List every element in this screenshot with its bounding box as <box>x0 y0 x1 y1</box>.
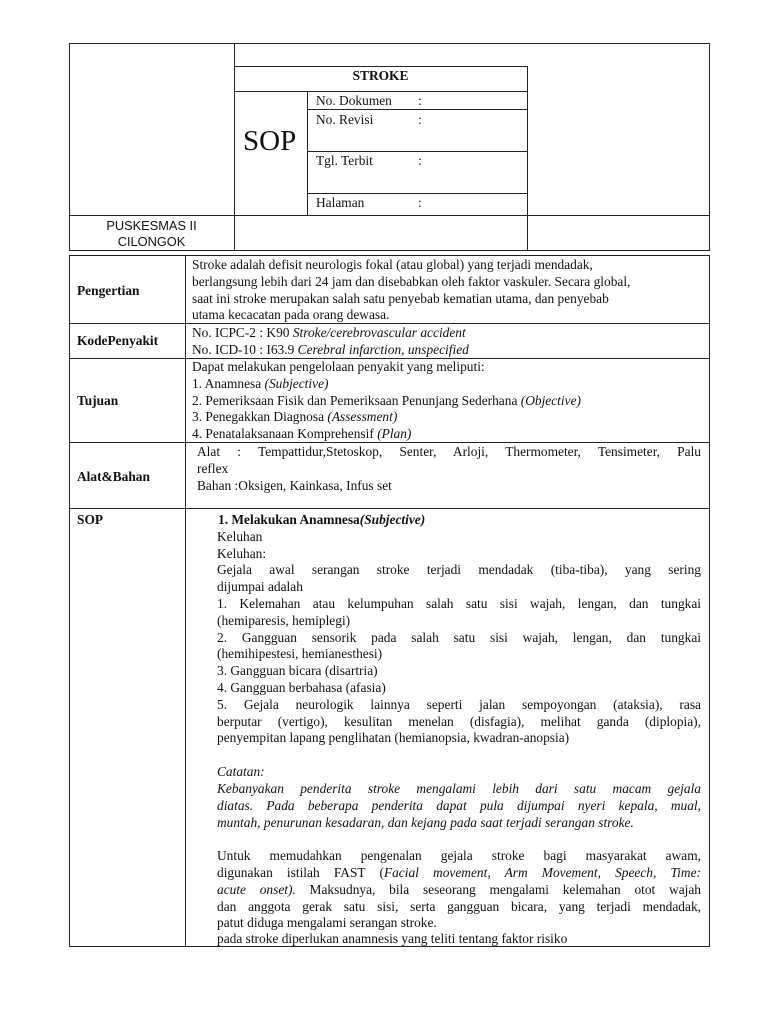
fast-text-line: patut diduga mengalami serangan stroke. <box>217 915 437 930</box>
table-border <box>307 91 308 216</box>
tujuan-item: 1. Anamnesa (Subjective) <box>192 376 329 391</box>
sop-section-label: SOP <box>77 512 104 527</box>
fast-text-line: dan anggota gerak satu sisi, serta gangguan bicara, yang terjadi mendadak, <box>217 899 701 914</box>
puskesmas-name-line2: CILONGOK <box>117 234 186 249</box>
bahan-line: Bahan :Oksigen, Kainkasa, Infus set <box>197 478 392 493</box>
kode-penyakit-label: KodePenyakit <box>77 333 159 348</box>
table-border <box>69 43 710 44</box>
puskesmas-name-line1: PUSKESMAS II <box>106 218 197 233</box>
sop-text-line: 1. Kelemahan atau kelumpuhan salah satu sisi wajah, lengan, dan tungkai <box>217 596 701 611</box>
sop-text-line: 5. Gejala neurologik lainnya seperti jalan sempoyongan (ataksia), rasa <box>217 697 701 712</box>
pengertian-text-line: saat ini stroke merupakan salah satu penyebab kematian utama, dan penyebab <box>192 291 609 306</box>
document-title: STROKE <box>352 68 409 83</box>
sop-text-line: (hemihipestesi, hemianesthesi) <box>217 646 383 661</box>
keluhan-label: Keluhan: <box>217 546 267 561</box>
alat-bahan-label: Alat&Bahan <box>77 469 150 484</box>
sop-text-line: dijumpai adalah <box>217 579 303 594</box>
pengertian-text-line: utama kecacatan pada orang dewasa. <box>192 307 390 322</box>
fast-text-line: acute onset). Maksudnya, bila seseorang mengalami kelemahan otot wajah <box>217 882 701 897</box>
sop-text-line: (hemiparesis, hemiplegi) <box>217 613 351 628</box>
catatan-text-line: muntah, penurunan kesadaran, dan kejang pada saat terjadi serangan stroke. <box>217 815 634 830</box>
tgl-terbit-label: Tgl. Terbit <box>316 153 373 168</box>
sop-last-line: pada stroke diperlukan anamnesis yang teliti tentang faktor risiko <box>217 931 568 946</box>
tujuan-label: Tujuan <box>77 393 119 408</box>
sop-text-line: 2. Gangguan sensorik pada salah satu sisi wajah, lengan, dan tungkai <box>217 630 701 645</box>
alat-line: reflex <box>197 461 229 476</box>
tujuan-item: 2. Pemeriksaan Fisik dan Pemeriksaan Penunjang Sederhana (Objective) <box>192 393 581 408</box>
no-revisi-label: No. Revisi <box>316 112 374 127</box>
pengertian-label: Pengertian <box>77 283 140 298</box>
halaman-colon: : <box>418 195 422 210</box>
table-border <box>69 215 710 216</box>
pengertian-text-line: berlangsung lebih dari 24 jam dan disebabkan oleh faktor vaskuler. Secara global, <box>192 274 631 289</box>
table-border <box>69 255 70 947</box>
table-border <box>709 43 710 251</box>
sop-step-heading: 1. Melakukan Anamnesa(Subjective) <box>218 512 426 527</box>
tujuan-item: 4. Penatalaksanaan Komprehensif (Plan) <box>192 426 412 441</box>
icpc-code: No. ICPC-2 : K90 Stroke/cerebrovascular accident <box>192 325 466 340</box>
tgl-terbit-colon: : <box>418 153 422 168</box>
fast-text-line: Untuk memudahkan pengenalan gejala stroke bagi masyarakat awam, <box>217 848 701 863</box>
tujuan-intro: Dapat melakukan pengelolaan penyakit yang meliputi: <box>192 359 485 374</box>
table-border <box>69 508 710 509</box>
sop-text-line: Gejala awal serangan stroke terjadi mendadak (tiba-tiba), yang sering <box>217 562 701 577</box>
sop-text-line: 4. Gangguan berbahasa (afasia) <box>217 680 386 695</box>
halaman-label: Halaman <box>316 195 365 210</box>
sop-text-line: penyempitan lapang penglihatan (hemianopsia, kwadran-anopsia) <box>217 730 570 745</box>
table-border <box>69 250 710 251</box>
no-dokumen-label: No. Dokumen <box>316 93 392 108</box>
no-dokumen-colon: : <box>418 93 422 108</box>
table-border <box>307 109 527 110</box>
sop-label: SOP <box>243 125 297 157</box>
pengertian-text-line: Stroke adalah defisit neurologis fokal (atau global) yang terjadi mendadak, <box>192 257 593 272</box>
keluhan-label: Keluhan <box>217 529 263 544</box>
fast-text-line: digunakan istilah FAST (Facial movement, Arm Movement, Speech, Time: <box>217 865 701 880</box>
table-border <box>527 66 528 251</box>
table-border <box>185 255 186 947</box>
table-border <box>709 255 710 947</box>
tujuan-item: 3. Penegakkan Diagnosa (Assessment) <box>192 409 398 424</box>
no-revisi-colon: : <box>418 112 422 127</box>
sop-text-line: berputar (vertigo), kesulitan menelan (disfagia), melihat ganda (diplopia), <box>217 714 701 729</box>
sop-text-line: 3. Gangguan bicara (disartria) <box>217 663 378 678</box>
icd-code: No. ICD-10 : I63.9 Cerebral infarction, unspecified <box>192 342 469 357</box>
alat-line: Alat : Tempattidur,Stetoskop, Senter, Arloji, Thermometer, Tensimeter, Palu <box>197 444 701 459</box>
catatan-text-line: diatas. Pada beberapa penderita dapat pula dijumpai nyeri kepala, mual, <box>217 798 701 813</box>
catatan-label: Catatan: <box>217 764 265 779</box>
catatan-text-line: Kebanyakan penderita stroke mengalami lebih dari satu macam gejala <box>217 781 701 796</box>
